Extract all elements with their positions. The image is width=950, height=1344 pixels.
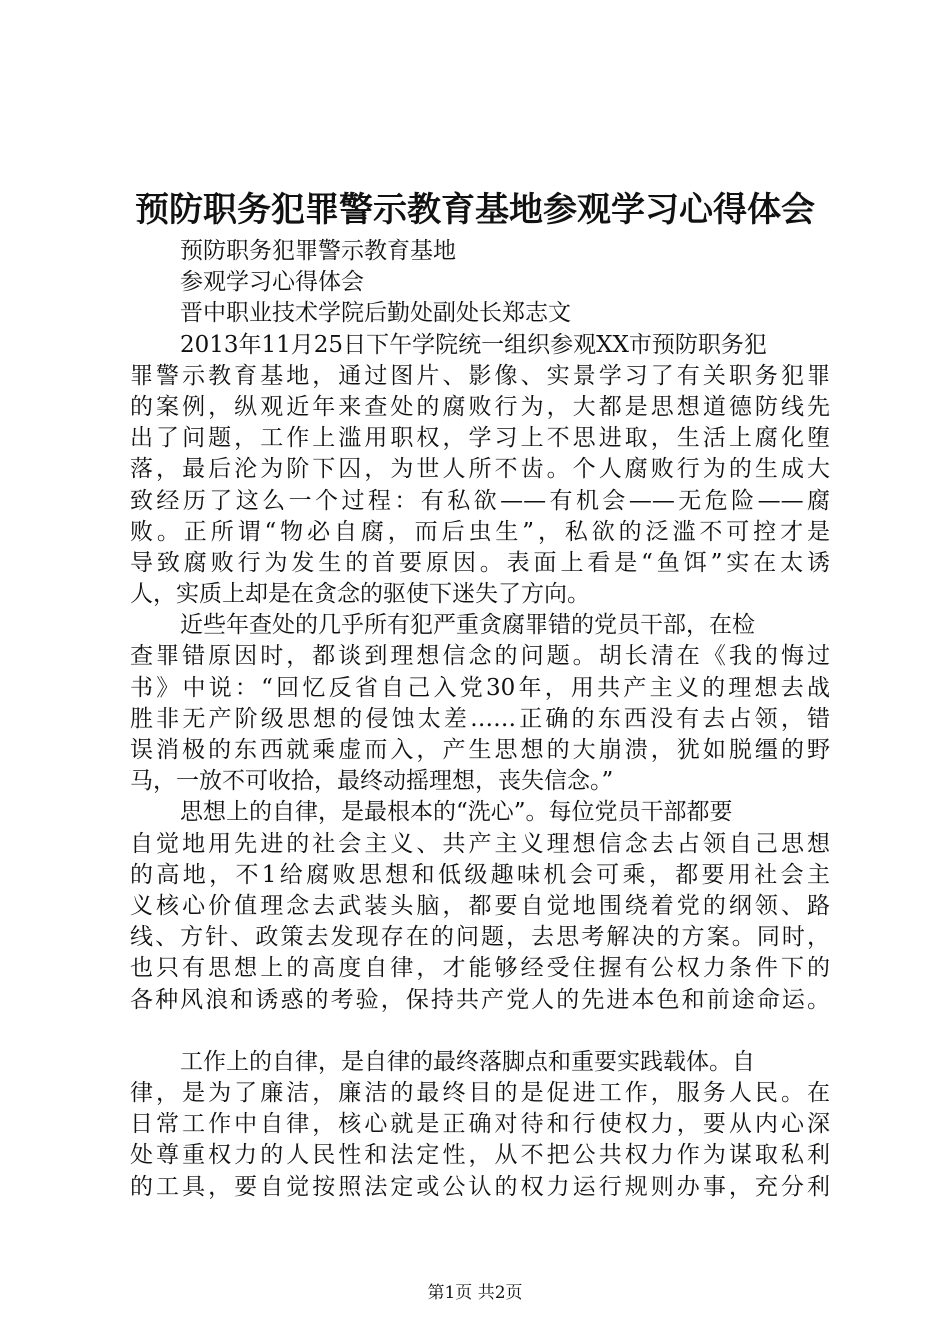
text-line: 胜非无产阶级思想的侵蚀太差……正确的东西没有去占领，错 — [130, 705, 830, 732]
text-line: 工作上的自律，是自律的最终落脚点和重要实践载体。自 — [180, 1048, 755, 1075]
text-line: 人，实质上却是在贪念的驱使下迷失了方向。 — [130, 581, 590, 608]
document-title: 预防职务犯罪警示教育基地参观学习心得体会 — [135, 190, 815, 230]
text-line: 的高地，不1给腐败思想和低级趣味机会可乘，都要用社会主 — [130, 861, 830, 888]
text-line: 导致腐败行为发生的首要原因。表面上看是“鱼饵”实在太诱 — [130, 549, 830, 576]
text-line: 的案例，纵观近年来查处的腐败行为，大都是思想道德防线先 — [130, 393, 830, 420]
text-line: 思想上的自律，是最根本的“洗心”。每位党员干部都要 — [180, 799, 733, 826]
text-line: 也只有思想上的高度自律，才能够经受住握有公权力条件下的 — [130, 955, 830, 982]
document-body — [130, 236, 830, 1203]
text-line: 预防职务犯罪警示教育基地 — [180, 238, 456, 264]
text-line: 罪警示教育基地，通过图片、影像、实景学习了有关职务犯罪 — [130, 362, 830, 389]
text-line: 误消极的东西就乘虚而入，产生思想的大崩溃，犹如脱缰的野 — [130, 737, 830, 763]
page-footer: 第1页 共2页 — [427, 1283, 523, 1303]
text-line: 近些年查处的几乎所有犯严重贪腐罪错的党员干部，在检 — [180, 612, 755, 639]
text-line: 晋中职业技术学院后勤处副处长郑志文 — [180, 300, 571, 327]
text-line: 书》中说：“回忆反省自己入党30年，用共产主义的理想去战 — [130, 674, 830, 701]
text-line: 落，最后沦为阶下囚，为世人所不齿。个人腐败行为的生成大 — [130, 456, 830, 483]
text-line: 查罪错原因时，都谈到理想信念的问题。胡长清在《我的悔过 — [130, 643, 830, 670]
text-line: 律，是为了廉洁，廉洁的最终目的是促进工作，服务人民。在 — [130, 1080, 830, 1107]
text-line: 2013年11月25日下午学院统一组织参观XX市预防职务犯 — [180, 331, 767, 358]
text-line: 各种风浪和诱惑的考验，保持共产党人的先进本色和前途命运。 — [130, 986, 830, 1013]
text-line: 出了问题，工作上滥用职权，学习上不思进取，生活上腐化堕 — [130, 425, 830, 452]
blank-line — [130, 1016, 830, 1047]
text-line: 义核心价值理念去武装头脑，都要自觉地围绕着党的纲领、路 — [130, 892, 830, 919]
text-line: 败。正所谓“物必自腐，而后虫生”，私欲的泛滥不可控才是 — [130, 518, 830, 545]
text-line: 参观学习心得体会 — [180, 269, 364, 296]
text-line: 处尊重权力的人民性和法定性，从不把公共权力作为谋取私利 — [130, 1142, 830, 1169]
text-line: 线、方针、政策去发现存在的问题，去思考解决的方案。同时， — [130, 924, 830, 951]
text-line: 致经历了这么一个过程：有私欲——有机会——无危险——腐 — [130, 487, 830, 514]
text-line: 日常工作中自律，核心就是正确对待和行使权力，要从内心深 — [130, 1111, 830, 1138]
text-line: 自觉地用先进的社会主义、共产主义理想信念去占领自己思想 — [130, 830, 830, 857]
text-line: 的工具，要自觉按照法定或公认的权力运行规则办事，充分利 — [130, 1173, 830, 1200]
text-line: 马，一放不可收拾，最终动摇理想，丧失信念。” — [130, 768, 614, 795]
